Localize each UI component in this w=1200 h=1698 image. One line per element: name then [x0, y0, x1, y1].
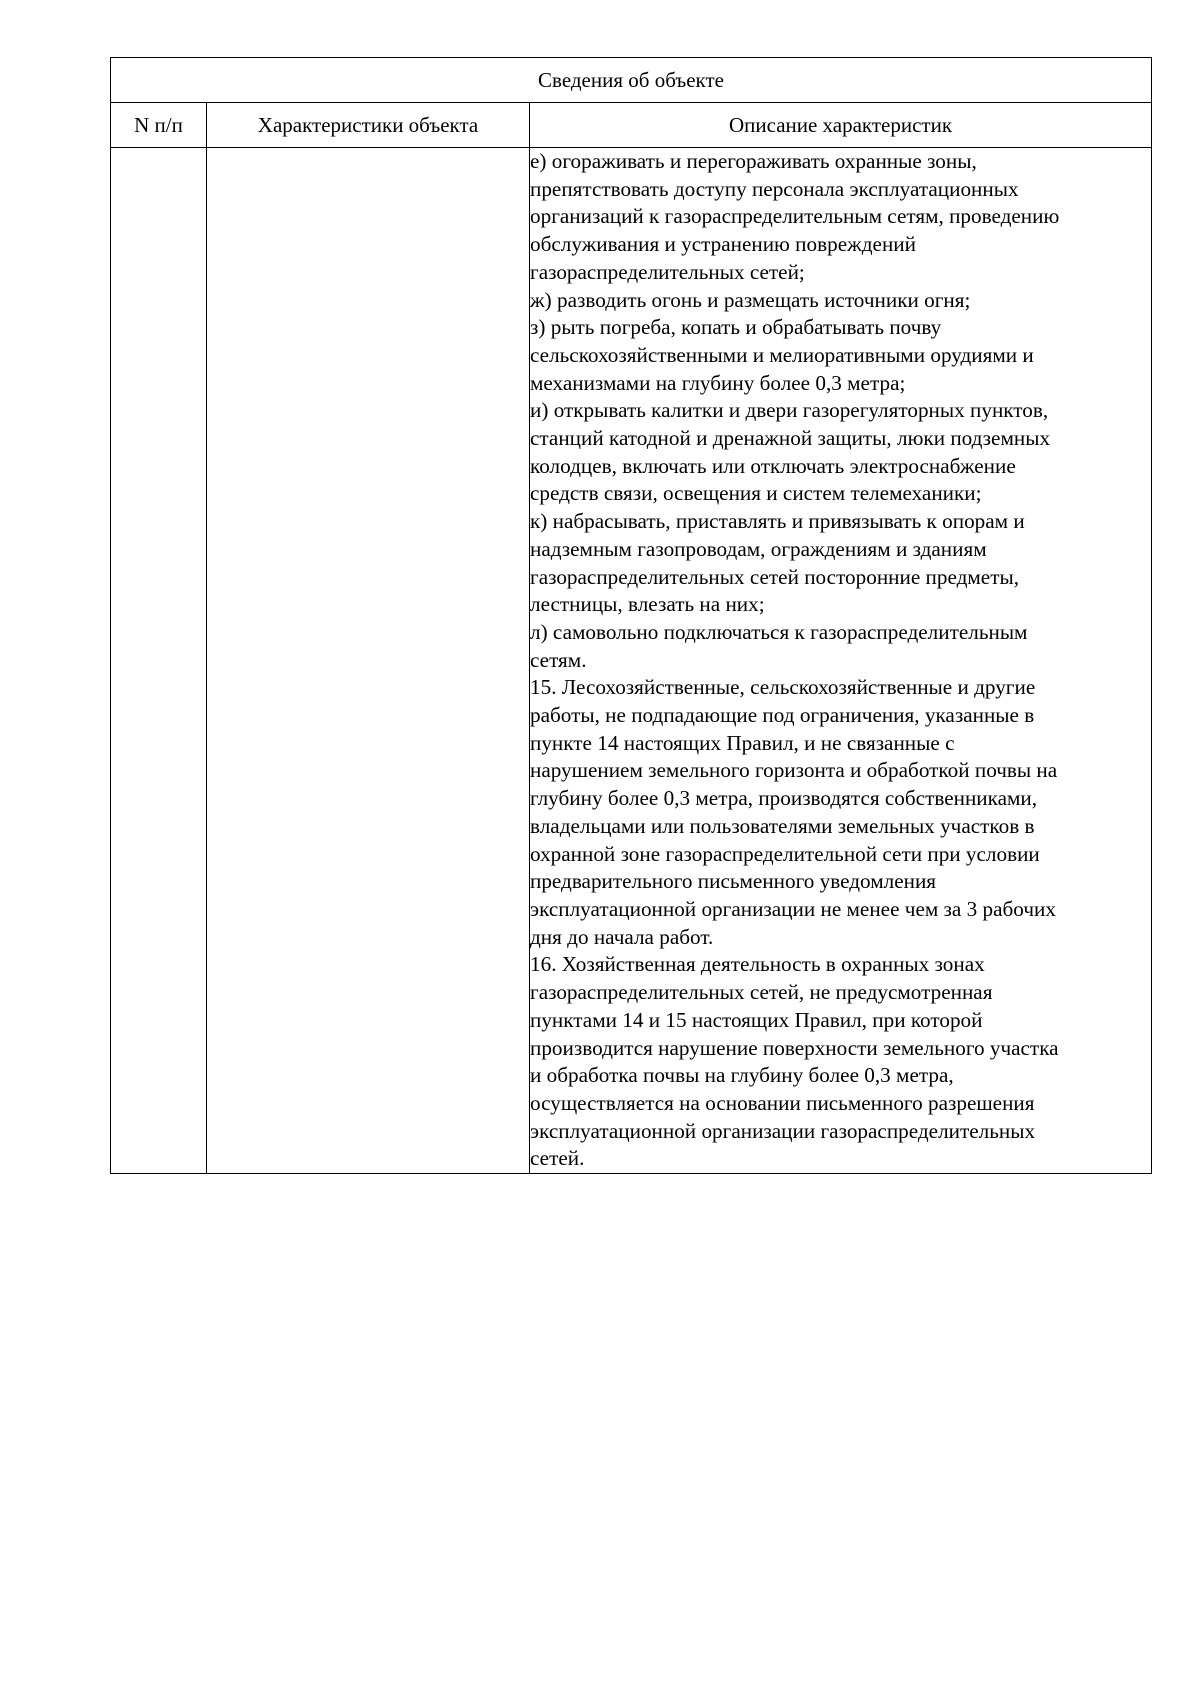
description-line: пунктами 14 и 15 настоящих Правил, при которой: [530, 1007, 983, 1032]
description-line: газораспределительных сетей посторонние предметы,: [530, 564, 1019, 589]
description-line: к) набрасывать, приставлять и привязывать к опорам и: [530, 509, 1025, 534]
description-line: и обработка почвы на глубину более 0,3 метра,: [530, 1063, 954, 1088]
description-line: сельскохозяйственными и мелиоративными орудиями и: [530, 342, 1034, 367]
description-line: надземным газопроводам, ограждениям и зданиям: [530, 536, 987, 561]
description-line: охранной зоне газораспределительной сети при условии: [530, 841, 1040, 866]
description-line: эксплуатационной организации газораспределительных: [530, 1118, 1036, 1143]
description-line: з) рыть погреба, копать и обрабатывать почву: [530, 315, 942, 340]
description-line: пункте 14 настоящих Правил, и не связанные с: [530, 730, 955, 755]
header-description: Описание характеристик: [530, 103, 1152, 148]
description-line: производится нарушение поверхности земельного участка: [530, 1035, 1059, 1060]
description-line: предварительного письменного уведомления: [530, 869, 937, 894]
description-line: работы, не подпадающие под ограничения, указанные в: [530, 703, 1035, 728]
row-num-cell: [111, 148, 207, 1174]
description-line: глубину более 0,3 метра, производятся собственниками,: [530, 786, 1038, 811]
table-header-row: [111, 103, 1152, 148]
description-line: е) огораживать и перегораживать охранные зоны,: [530, 149, 977, 173]
description-line: л) самовольно подключаться к газораспределительным: [530, 619, 1028, 644]
description-line: станций катодной и дренажной защиты, люки подземных: [530, 426, 1051, 451]
description-line: средств связи, освещения и систем телемеханики;: [530, 481, 982, 506]
table-title: Сведения об объекте: [111, 58, 1152, 103]
description-line: сетей.: [530, 1146, 585, 1171]
description-line: газораспределительных сетей;: [530, 259, 805, 284]
description-line: газораспределительных сетей, не предусмотренная: [530, 980, 993, 1005]
description-line: нарушением земельного горизонта и обработкой почвы на: [530, 758, 1058, 783]
row-characteristic-cell: [207, 148, 530, 1174]
description-line: колодцев, включать или отключать электроснабжение: [530, 453, 1016, 478]
description-line: дня до начала работ.: [530, 924, 714, 949]
description-line: лестницы, влезать на них;: [530, 592, 765, 617]
header-num: N п/п: [111, 103, 207, 148]
description-line: 16. Хозяйственная деятельность в охранных зонах: [530, 952, 985, 977]
table-row: [111, 148, 1152, 1174]
description-line: механизмами на глубину более 0,3 метра;: [530, 370, 906, 395]
table-title-row: [111, 58, 1152, 103]
description-line: обслуживания и устранению повреждений: [530, 232, 916, 257]
row-description-cell: [530, 148, 1152, 1174]
description-line: 15. Лесохозяйственные, сельскохозяйственные и другие: [530, 675, 1036, 700]
description-line: эксплуатационной организации не менее чем за 3 рабочих: [530, 896, 1056, 921]
description-line: препятствовать доступу персонала эксплуатационных: [530, 176, 1019, 201]
description-line: осуществляется на основании письменного разрешения: [530, 1090, 1035, 1115]
description-line: владельцами или пользователями земельных участков в: [530, 813, 1035, 838]
description-line: ж) разводить огонь и размещать источники огня;: [530, 287, 971, 312]
description-line: и) открывать калитки и двери газорегуляторных пунктов,: [530, 398, 1049, 423]
description-line: организаций к газораспределительным сетям, проведению: [530, 204, 1060, 229]
description-line: сетям.: [530, 647, 587, 672]
object-info-table: [110, 57, 1152, 1174]
header-characteristic: Характеристики объекта: [207, 103, 530, 148]
